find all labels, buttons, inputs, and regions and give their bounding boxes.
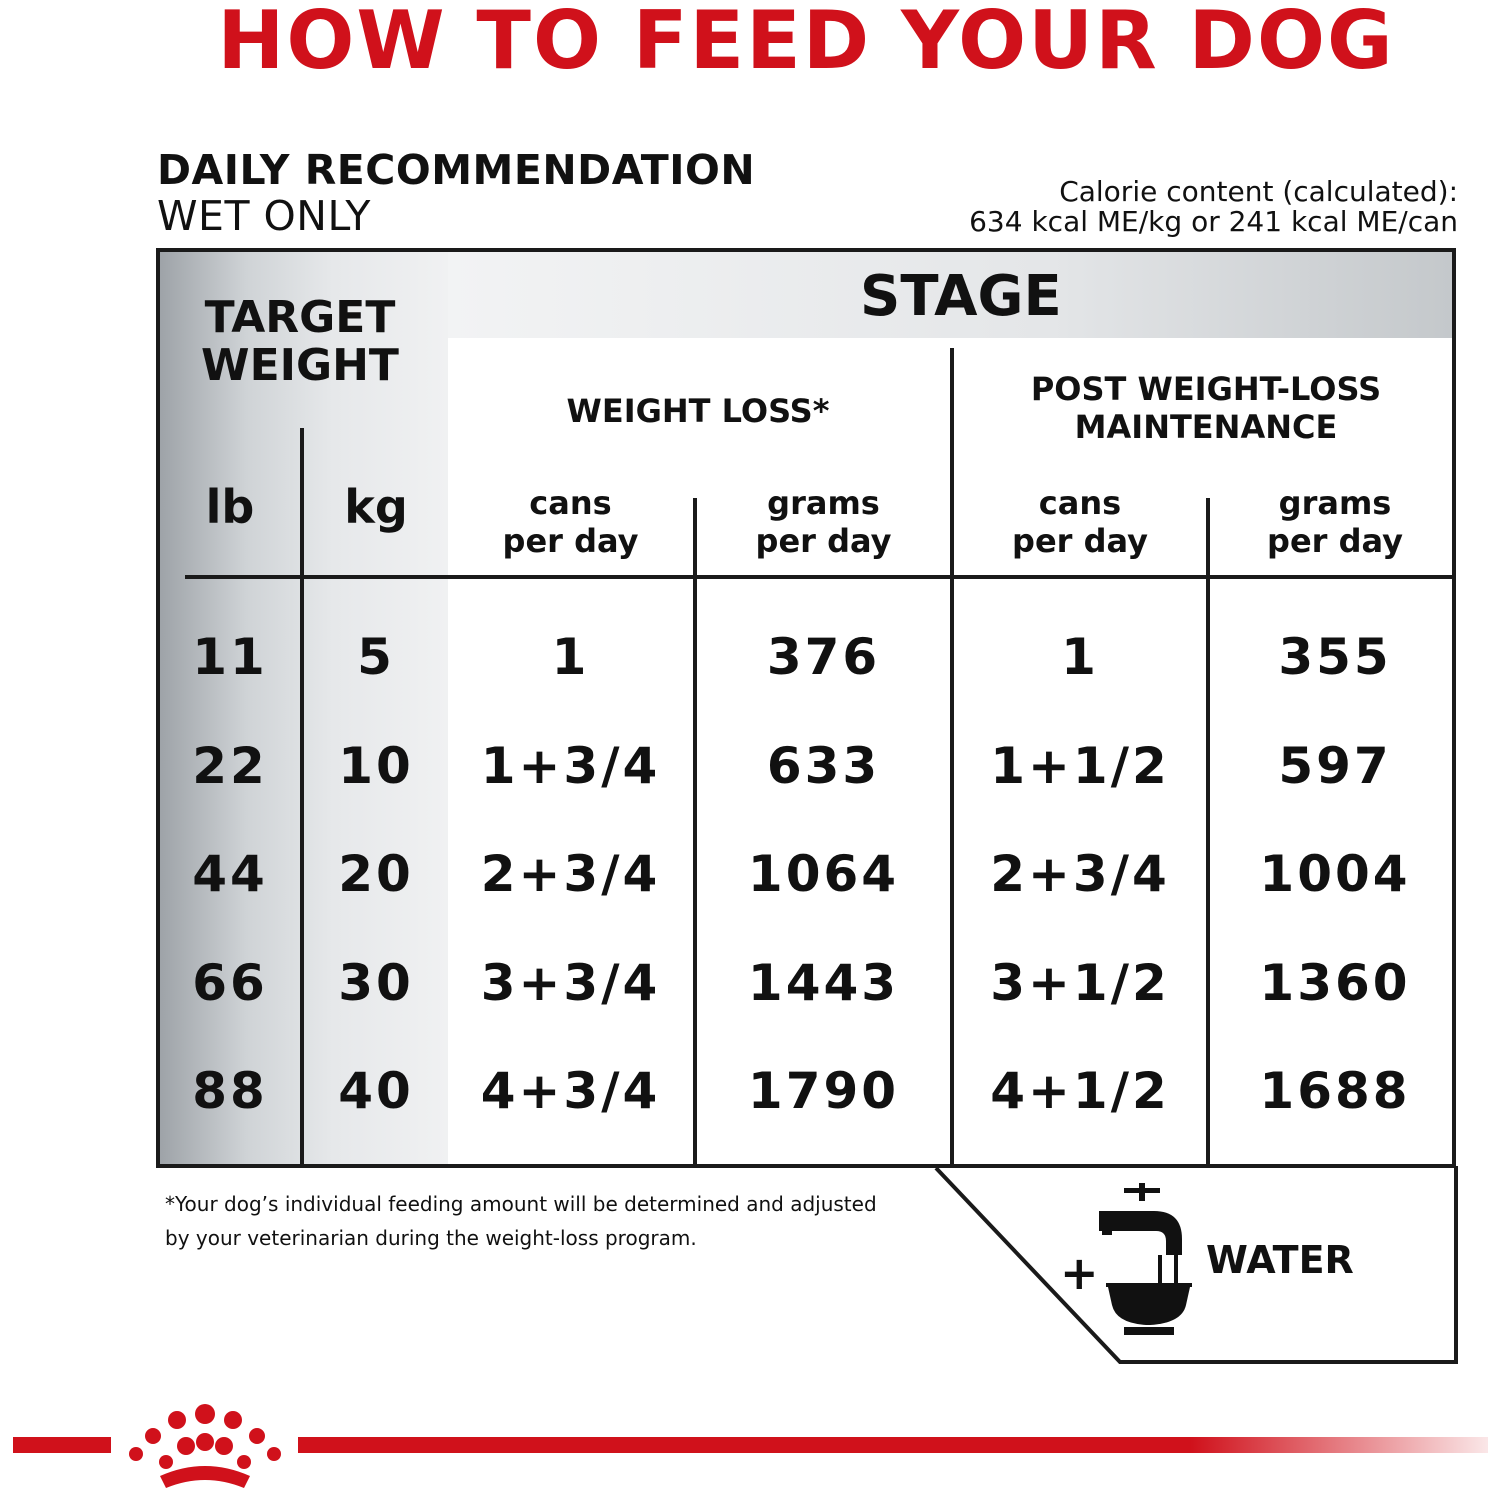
pm-cans-header-line1: cans (1038, 484, 1122, 522)
faucet-bowl-icon (1094, 1183, 1198, 1343)
cell-pm-cans: 2+3/4 (990, 845, 1170, 903)
cell-pm-cans: 3+1/2 (990, 953, 1170, 1012)
cell-lb: 66 (192, 953, 268, 1012)
cell-kg: 10 (338, 736, 414, 795)
page-title: HOW TO FEED YOUR DOG (217, 0, 1395, 87)
pm-cans-header (954, 484, 1206, 560)
target-weight-label (190, 294, 410, 390)
feeding-table (156, 248, 1456, 1168)
cell-wl-cans: 1+3/4 (480, 736, 661, 795)
unit-lb: lb (205, 480, 255, 534)
cell-wl-grams: 1443 (747, 953, 900, 1012)
unit-kg: kg (344, 480, 408, 534)
cell-lb: 22 (192, 736, 268, 795)
stage-label: STAGE (860, 264, 1062, 329)
maintenance-header (952, 370, 1456, 446)
wl-cans-header-line2: per day (502, 522, 639, 560)
cell-wl-cans: 1 (551, 628, 590, 686)
calorie-content-values: 634 kcal ME/kg or 241 kcal ME/can (969, 205, 1458, 238)
cell-pm-cans: 1+1/2 (990, 736, 1170, 795)
cell-wl-grams: 1064 (747, 845, 900, 903)
cell-pm-grams: 355 (1278, 628, 1392, 686)
pm-cans-header-line2: per day (1012, 522, 1148, 560)
wl-grams-header (697, 484, 950, 560)
cell-wl-grams: 633 (766, 736, 881, 795)
cell-wl-cans: 4+3/4 (480, 1062, 661, 1120)
footnote (165, 1187, 925, 1255)
cell-pm-cans: 4+1/2 (990, 1062, 1170, 1120)
water-label: WATER (1206, 1238, 1354, 1282)
cell-wl-grams: 1790 (747, 1062, 900, 1120)
target-weight-line1: TARGET (204, 292, 396, 343)
maintenance-header-line1: POST WEIGHT-LOSS (1030, 370, 1382, 408)
brand-line-left (13, 1437, 111, 1453)
wl-cans-header (448, 484, 693, 560)
target-weight-line2: WEIGHT (201, 340, 399, 391)
weight-loss-header: WEIGHT LOSS* (566, 392, 830, 430)
cell-lb: 44 (192, 845, 268, 903)
calorie-content-label: Calorie content (calculated): (1059, 175, 1458, 208)
wl-grams-header-line1: grams (767, 484, 880, 522)
cell-pm-grams: 1360 (1259, 953, 1411, 1012)
daily-recommendation-heading: DAILY RECOMMENDATION (157, 146, 756, 194)
cell-kg: 20 (338, 845, 414, 903)
cell-pm-grams: 597 (1278, 736, 1392, 795)
cell-kg: 40 (338, 1062, 414, 1120)
plus-sign: + (1060, 1246, 1099, 1300)
footnote-line1: *Your dog’s individual feeding amount will be determined and adjusted (165, 1192, 877, 1216)
wl-cans-header-line1: cans (529, 484, 612, 522)
cell-pm-grams: 1004 (1259, 845, 1411, 903)
crown-logo-icon (124, 1402, 286, 1494)
divider-lb-kg (300, 428, 304, 1168)
pm-grams-header-line2: per day (1267, 522, 1403, 560)
footnote-line2: by your veterinarian during the weight-loss program. (165, 1226, 697, 1250)
cell-wl-cans: 2+3/4 (480, 845, 661, 903)
cell-wl-grams: 376 (766, 628, 881, 686)
wet-only-subheading: WET ONLY (157, 192, 371, 240)
pm-grams-header (1210, 484, 1456, 560)
brand-line-right (298, 1437, 1488, 1453)
maintenance-header-line2: MAINTENANCE (1074, 408, 1338, 446)
cell-pm-cans: 1 (1061, 628, 1099, 686)
wl-grams-header-line2: per day (755, 522, 892, 560)
cell-kg: 30 (338, 953, 414, 1012)
cell-lb: 11 (192, 628, 268, 686)
cell-lb: 88 (192, 1062, 268, 1120)
cell-pm-grams: 1688 (1259, 1062, 1411, 1120)
pm-grams-header-line1: grams (1278, 484, 1392, 522)
cell-kg: 5 (357, 628, 395, 686)
cell-wl-cans: 3+3/4 (480, 953, 661, 1012)
header-divider (185, 575, 1456, 579)
